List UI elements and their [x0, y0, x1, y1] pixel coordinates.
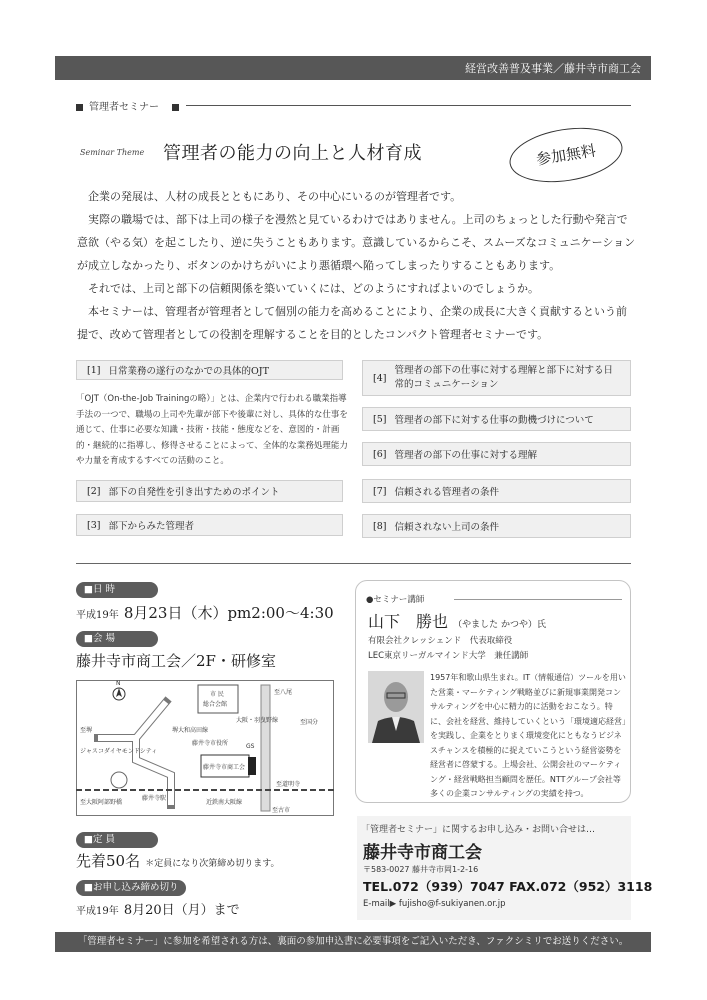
instructor-name-row — [368, 609, 546, 632]
topic-title: 信頼されない上司の条件 — [394, 522, 499, 533]
topic-box-5 — [362, 407, 631, 431]
map-building-kaikan — [198, 685, 238, 713]
instructor-divider — [454, 599, 622, 600]
map-label-kokubu: 至国分 — [300, 719, 319, 726]
instructor-label: ●セミナー講師 — [366, 595, 425, 605]
topic-number: [2] — [87, 485, 101, 497]
map-label-diamond: ジャスコダイヤモンドシティ — [80, 748, 158, 755]
header-org-label: 経営改善普及事業／藤井寺市商工会 — [465, 62, 641, 75]
topic-box-8 — [362, 514, 631, 538]
map-label-yao: 至八尾 — [274, 689, 293, 696]
map-label-furuichi: 至古市 — [272, 807, 291, 814]
map-label-station: 藤井寺駅 — [142, 795, 167, 802]
topic-title: 管理者の部下に対する仕事の動機づけについて — [394, 415, 594, 426]
topic-number: [1] — [87, 364, 101, 376]
topic-title: 管理者の部下の仕事に対する理解 — [394, 450, 537, 461]
header-bar — [55, 56, 651, 80]
instructor-name: 山下 勝也 — [368, 612, 449, 631]
contact-email[interactable]: E-mail▶ fujisho@f-sukiyanen.or.jp — [363, 899, 506, 909]
date-era: 平成19年 — [76, 610, 119, 621]
map-label-domyoji: 至道明寺 — [276, 781, 301, 788]
topic-number: [4] — [373, 372, 387, 384]
intro-paragraph: それでは、上司と部下の信頼関係を築いていくには、どのようにすればよいのでしょうか。 — [88, 282, 539, 295]
map-label-kaikan: 総合会館 — [203, 701, 228, 708]
instructor-position: LEC東京リーガルマインド大学 兼任講師 — [368, 651, 529, 661]
topic-title: 日常業務の遂行のなかでの具体的OJT — [108, 366, 269, 377]
topic-box-1 — [76, 360, 343, 380]
section-divider — [186, 105, 631, 106]
ojt-note: 「OJT（On-the-Job Trainingの略）」とは、企業内で行われる職業指導手法の一つで、職場の上司や先輩が部下や後輩に対し、具体的な仕事を通じて、仕事に必要な知識・技術・技能・態度などを、意図的・計画的・継続的に指導し、修得させることによって、全体的な業務処理能力や力量を育成するすべての活動のこと。 — [76, 394, 348, 466]
contact-org: 藤井寺市商工会 — [363, 843, 482, 863]
map-label-abeno: 至大阪阿部野橋 — [80, 799, 123, 806]
square-bullet-icon — [172, 104, 179, 111]
contact-fax: FAX.072（952）3118 — [509, 879, 653, 894]
section-label — [76, 98, 185, 113]
intro-paragraph: 本セミナーは、管理者が管理者として個別の能力を高めることにより、企業の成長に大きく貢献するという前提で、改めて管理者としての役割を理解することを目的としたコンパクト管理者セミナーです。 — [77, 305, 627, 341]
capacity-note: ＊定員になり次第締め切ります。 — [145, 859, 280, 869]
deadline-era: 平成19年 — [76, 906, 119, 917]
contact-phone-row — [363, 877, 652, 895]
instructor-company: 有限会社クレッシェンド 代表取締役 — [368, 636, 513, 646]
map-label-north: N — [116, 680, 121, 687]
square-bullet-icon — [76, 104, 83, 111]
contact-intro: 「管理者セミナー」に関するお申し込み・お問い合せは… — [361, 825, 596, 835]
topic-title: 部下の自発性を引き出すためのポイント — [108, 487, 280, 498]
map-main-road — [261, 685, 270, 811]
capacity-value: 先着50名 — [76, 852, 141, 870]
topic-box-6 — [362, 442, 631, 466]
theme-label: Seminar Theme — [80, 148, 145, 157]
topic-title: 部下からみた管理者 — [108, 521, 194, 532]
topic-title: 信頼される管理者の条件 — [394, 487, 499, 498]
topic-box-2 — [76, 480, 343, 502]
instructor-photo — [368, 671, 424, 743]
section-label-text: 管理者セミナー — [89, 102, 159, 113]
map-label-haibara: 大阪・羽曳野線 — [236, 717, 279, 724]
content-divider — [76, 563, 631, 564]
map-label-shokokai: 藤井寺市商工会 — [203, 764, 246, 771]
contact-tel: TEL.072（939）7047 — [363, 879, 505, 894]
map-label-road: 堺大和高田線 — [172, 727, 209, 734]
map-label-sakai: 至堺 — [80, 727, 93, 734]
map-label-shimin: 市 民 — [210, 691, 224, 698]
topic-number: [7] — [373, 485, 387, 497]
topic-number: [6] — [373, 448, 387, 460]
deadline-label: ■お申し込み締め切り — [76, 880, 186, 896]
intro-paragraph: 企業の発展は、人材の成長とともにあり、その中心にいるのが管理者です。 — [88, 190, 462, 203]
intro-text — [77, 185, 637, 346]
date-row — [76, 602, 334, 623]
map-marker — [248, 757, 256, 775]
instructor-reading: （やました かつや）氏 — [453, 620, 546, 630]
map-label-gs: GS — [246, 743, 255, 750]
venue-map — [76, 680, 334, 816]
footer-bar: 「管理者セミナー」に参加を希望される方は、裏面の参加申込書に必要事項をご記入いただき、ファクシミリでお送りください。 — [55, 932, 651, 952]
intro-paragraph: 実際の職場では、部下は上司の様子を漫然と見ているわけではありません。上司のちょっとした行動や発言で意欲（やる気）を起こしたり、逆に失うこともあります。意識しているからこそ、スムーズなコミュニケーションが成立しなかったり、ボタンのかけちがいにより悪循環へ陥ってしまったりすることもあります。 — [77, 213, 636, 272]
topic-box-3 — [76, 514, 343, 536]
venue-value: 藤井寺市商工会／2F・研修室 — [76, 652, 276, 670]
venue-label: ■会 場 — [76, 631, 158, 647]
date-label: ■日 時 — [76, 582, 158, 598]
contact-box — [357, 816, 653, 920]
map-label-kintetsu: 近鉄南大阪線 — [206, 799, 243, 806]
instructor-bio: 1957年和歌山県生まれ。IT（情報通信）ツールを用いた営業・マーケティング戦略並びに新規事業開発コンサルティングを中心に精力的に活動をおこなう。特に、会社を経営、維持していくという「環境適応経営」を実践し、企業をとりまく環境変化にともなうビジネスチャンスを積極的に捉えていこうという経営姿勢を経営者に啓蒙する。上場会社、公開会社のマーケティング・経営戦略担当顧問を歴任。NTTグループ会社等多くの企業コンサルティングの実績を持つ。 — [430, 673, 626, 798]
topic-title: 管理者の部下の仕事に対する理解と部下に対する日常的コミュニケーション — [394, 365, 613, 390]
topic-number: [8] — [373, 520, 387, 532]
topic-box-4 — [362, 360, 631, 396]
deadline-row — [76, 899, 240, 918]
topic-number: [3] — [87, 519, 101, 531]
free-badge: 参加無料 — [506, 120, 627, 189]
contact-address: 〒583-0027 藤井寺市岡1-2-16 — [363, 865, 479, 874]
date-value: 8月23日（木）pm2:00〜4:30 — [123, 604, 334, 622]
capacity-label: ■定 員 — [76, 832, 158, 848]
deadline-value: 8月20日（月）まで — [123, 903, 240, 918]
seminar-title: 管理者の能力の向上と人材育成 — [163, 143, 422, 164]
instructor-box — [355, 580, 631, 803]
map-label-shiyakusho: 藤井寺市役所 — [192, 740, 229, 747]
topic-box-7 — [362, 479, 631, 503]
topic-number: [5] — [373, 413, 387, 425]
capacity-row — [76, 850, 279, 871]
